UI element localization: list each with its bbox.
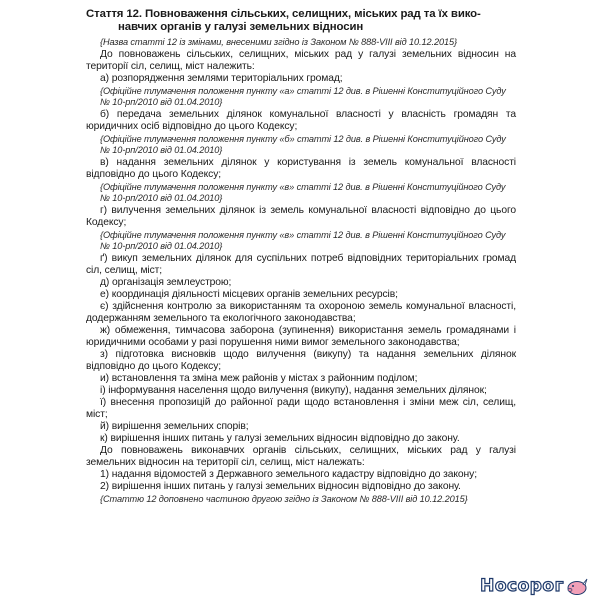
title-note: {Назва статті 12 із змінами, внесеними згідно із Законом № 888-VIII від 10.12.2015} xyxy=(100,37,457,47)
item-note: {Офіційне тлумачення положення пункту «в» статті 12 див. в Рішенні Конституційного Суду № 10-рп/2010 від 01.04.2010} xyxy=(100,182,506,203)
intro2-paragraph: До повноважень виконавчих органів сільських, селищних, міських рад у галузі земельних відносин на території сіл, селищ, міст належать: xyxy=(86,445,516,468)
list-item: и) встановлення та зміна меж районів у містах з районним поділом; xyxy=(100,373,418,384)
list-item: а) розпорядження землями територіальних громад; xyxy=(100,73,343,84)
list-item: в) надання земельних ділянок у користування із земель комунальної власності відповідно до цього Кодексу; xyxy=(86,157,516,180)
list-item: д) організація землеустрою; xyxy=(100,277,232,288)
list-item: ї) внесення пропозицій до районної ради щодо встановлення і зміни меж сіл, селищ, міст; xyxy=(86,397,516,420)
powers-list xyxy=(86,73,516,445)
list-item: 1) надання відомостей з Державного земельного кадастру відповідно до закону; xyxy=(100,469,477,480)
list-item: ґ) викуп земельних ділянок для суспільних потреб відповідних територіальних громад сіл, селищ, міст; xyxy=(86,253,516,276)
list-item: к) вирішення інших питань у галузі земельних відносин відповідно до закону. xyxy=(100,433,460,444)
list-item: 2) вирішення інших питань у галузі земельних відносин відповідно до закону. xyxy=(100,481,461,492)
intro-paragraph: До повноважень сільських, селищних, міських рад у галузі земельних відносин на території сіл, селищ, міст належить: xyxy=(86,49,516,72)
closing-note: {Статтю 12 доповнено частиною другою згідно із Законом № 888-VIII від 10.12.2015} xyxy=(100,494,468,504)
article-title-line1: Стаття 12. Повноваження сільських, селищних, міських рад та їх вико- xyxy=(86,8,481,20)
executive-powers-list xyxy=(86,469,516,493)
list-item: є) здійснення контролю за використанням та охороною земель комунальної власності, додержанням земельного та екологічного законодавства; xyxy=(86,301,516,324)
list-item: ж) обмеження, тимчасова заборона (зупинення) використання земель громадянами і юридичними особами у разі порушення ними вимог земельного законодавства; xyxy=(86,325,516,348)
rhino-logo-icon xyxy=(566,576,588,596)
article-title-line2: навчих органів у галузі земельних відносин xyxy=(118,21,364,33)
item-note: {Офіційне тлумачення положення пункту «а» статті 12 див. в Рішенні Конституційного Суду № 10-рп/2010 від 01.04.2010} xyxy=(100,86,506,107)
list-item: б) передача земельних ділянок комунальної власності у власність громадян та юридичних осіб відповідно до цього Кодексу; xyxy=(86,109,516,132)
watermark-text: Носорог xyxy=(480,576,564,596)
list-item: й) вирішення земельних спорів; xyxy=(100,421,249,432)
watermark xyxy=(480,576,588,596)
list-item: з) підготовка висновків щодо вилучення (викупу) та надання земельних ділянок відповідно до цього Кодексу; xyxy=(86,349,516,372)
article-title xyxy=(86,8,516,34)
list-item: і) інформування населення щодо вилучення (викупу), надання земельних ділянок; xyxy=(100,385,487,396)
item-note: {Офіційне тлумачення положення пункту «б» статті 12 див. в Рішенні Конституційного Суду № 10-рп/2010 від 01.04.2010} xyxy=(100,134,506,155)
list-item: г) вилучення земельних ділянок із земель комунальної власності відповідно до цього Кодексу; xyxy=(86,205,516,228)
item-note: {Офіційне тлумачення положення пункту «в» статті 12 див. в Рішенні Конституційного Суду № 10-рп/2010 від 01.04.2010} xyxy=(100,230,506,251)
document-page xyxy=(86,8,516,506)
list-item: е) координація діяльності місцевих органів земельних ресурсів; xyxy=(100,289,398,300)
